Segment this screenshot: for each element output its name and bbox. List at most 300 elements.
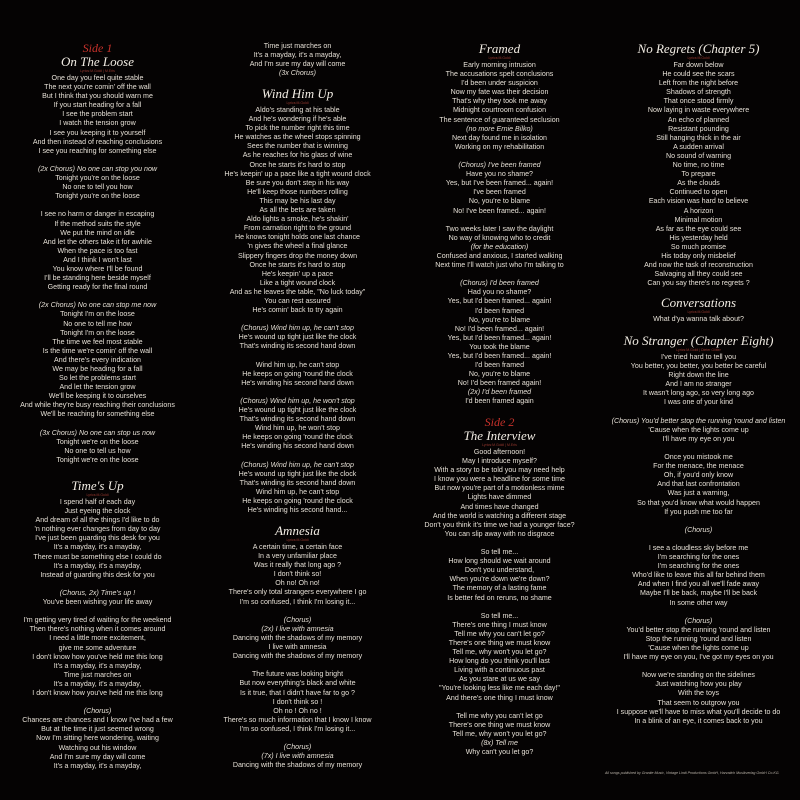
- lyric-line: I don't think so !: [272, 697, 323, 706]
- lyric-line: Resistant pounding: [668, 124, 729, 133]
- lyric-line: The memory of a lasting fame: [452, 584, 547, 593]
- lyric-line: (Chorus) I'd been framed: [460, 279, 539, 288]
- lyric-line: It's a mayday, it's a mayday,: [53, 561, 142, 570]
- lyric-line: And I am no stranger: [665, 380, 732, 389]
- lyric-line: From carnation right to the ground: [243, 224, 352, 233]
- stanza-gap: [402, 270, 597, 279]
- lyric-line: 'Cause when the lights come up: [648, 644, 749, 652]
- lyric-line: It's a mayday, it's a mayday,: [53, 761, 142, 770]
- lyric-line: But I think that you should warn me: [42, 92, 153, 101]
- lyric-line: Just eyeing the clock: [64, 507, 131, 516]
- lyric-line: One day you feel quite stable: [51, 74, 144, 82]
- lyric-line: And there's one thing I must know: [446, 693, 553, 702]
- lyric-line: It's a mayday, it's a mayday,: [53, 543, 142, 552]
- stanza-gap: [601, 444, 796, 453]
- lyric-line: Working on my rehabilitation: [454, 142, 545, 151]
- lyric-line: Now I'm sitting here wondering, waiting: [36, 734, 159, 743]
- lyric-line: There's one thing we must know: [448, 638, 551, 647]
- lyric-line: He'll keep those numbers rolling: [247, 187, 348, 196]
- lyric-line: And let the others take it for awhile: [43, 237, 152, 246]
- lyric-line: Once you mistook me: [664, 453, 733, 462]
- lyric-line: Tell me why you can't let go?: [454, 629, 545, 638]
- lyric-line: Tonight we're on the loose: [56, 437, 139, 446]
- lyric-line: (no more Ernie Bilko): [466, 124, 533, 133]
- lyric-line: No! I'd been framed again!: [457, 379, 542, 388]
- lyric-line: Each vision was hard to believe: [648, 197, 749, 206]
- stanza-gap: [0, 201, 195, 210]
- lyric-line: In some other way: [669, 598, 728, 607]
- stanza-gap: [0, 607, 195, 616]
- lyric-line: So that you'd know what would happen: [637, 498, 760, 507]
- lyric-line: An echo of planned: [667, 115, 730, 124]
- lyric-line: Aldo lights a smoke, he's shakin': [246, 215, 349, 224]
- lyric-line: I'll have my eye on you, I've got my eyes on you: [623, 653, 774, 662]
- lyric-line: It's a mayday, it's a mayday,: [53, 679, 142, 688]
- lyric-line: You can rest assured: [264, 296, 331, 305]
- lyric-line: (Chorus) Wind him up, he can't stop: [241, 460, 354, 469]
- lyric-line: And as he leaves the table, "No luck today": [229, 287, 366, 296]
- song-credit: Lyrics:M.Goldi: [86, 493, 109, 497]
- lyric-line: And now the task of reconstruction: [644, 261, 753, 270]
- lyric-line: He's wound up tight just like the clock: [238, 469, 357, 478]
- lyric-line: (Chorus) I've been framed: [458, 161, 541, 170]
- lyric-line: Still hanging thick in the air: [656, 133, 741, 142]
- lyric-line: No, you're to blame: [468, 197, 531, 206]
- lyric-line: What d'ya wanna talk about?: [653, 315, 744, 323]
- lyric-line: So tell me...: [480, 611, 519, 620]
- song-credit: Lyrics:M.Goldi: [286, 101, 309, 105]
- stanza-gap: [601, 408, 796, 417]
- lyric-line: But at the time it just seemed wrong: [41, 725, 154, 734]
- stanza-gap: [402, 703, 597, 712]
- lyric-line: There's one thing we must know: [448, 720, 551, 729]
- lyric-line: That once stood firmly: [663, 97, 734, 106]
- lyric-line: You took the blame: [469, 342, 530, 351]
- lyric-line: I suppose we'll have to miss what you'll decide to do: [616, 707, 781, 716]
- lyric-line: (Chorus) Wind him up, he won't stop: [240, 397, 355, 405]
- lyric-line: (for the education): [470, 242, 529, 251]
- lyric-line: He keeps on going 'round the clock: [242, 369, 353, 378]
- song-title: Conversations: [660, 295, 737, 310]
- lyric-line: He's comin' back to try again: [252, 306, 343, 315]
- lyric-line: Instead of guarding this desk for you: [40, 570, 155, 579]
- lyric-line: Next time I'll watch just who I'm talking to: [435, 261, 564, 270]
- lyric-line: In a blink of an eye, it comes back to you: [634, 716, 763, 725]
- lyric-line: There must be something else I could do: [33, 552, 162, 561]
- lyric-line: That's winding its second hand down: [239, 415, 356, 424]
- lyric-line: If the method suits the style: [54, 219, 141, 228]
- lyric-line: Aldo's standing at his table: [255, 106, 340, 114]
- lyric-line: 'n nothing ever changes from day to day: [34, 525, 161, 534]
- stanza-gap: [200, 388, 395, 397]
- lyric-line: Wind him up, he can't stop: [255, 487, 340, 496]
- stanza-gap: [0, 580, 195, 589]
- stanza-gap: [402, 603, 597, 612]
- column-4: [601, 0, 796, 800]
- lyric-line: As all the bets are taken: [259, 206, 336, 215]
- song-credit: Lyrics:M.Goldi: [488, 56, 511, 60]
- lyric-line: I was one of your kind: [663, 398, 733, 407]
- lyric-line: And the world is watching a different stage: [432, 511, 567, 520]
- lyric-line: Just watching how you play: [655, 680, 742, 689]
- lyric-line: Now laying in waste everywhere: [647, 106, 750, 115]
- lyric-line: He keeps on going 'round the clock: [242, 433, 353, 442]
- lyric-line: If you start heading for a fall: [53, 101, 142, 110]
- lyric-line: And I think I won't last: [63, 255, 132, 264]
- lyric-line: Once he starts it's hard to stop: [249, 160, 346, 169]
- lyric-line: Time just marches on: [263, 42, 332, 50]
- song-block: [200, 524, 395, 770]
- lyric-line: So let the problems start: [59, 374, 136, 383]
- lyric-line: If you push me too far: [664, 507, 733, 516]
- lyric-line: (Chorus) You'd better stop the running 'round and listen: [611, 416, 786, 425]
- lyric-line: I see a cloudless sky before me: [648, 543, 749, 552]
- lyric-line: I don't know how you've held me this long: [32, 652, 163, 661]
- lyric-line: Far down below: [673, 61, 724, 69]
- lyric-line: With a story to be told you may need help: [434, 466, 565, 475]
- lyric-line: I see you reaching for something else: [38, 146, 157, 155]
- lyric-line: (Chorus, 2x) Time's up !: [59, 588, 136, 597]
- lyric-line: 'n gives the wheel a final glance: [247, 242, 348, 251]
- song-credit: Lyrics:M.Goldi | M.Eris: [482, 443, 517, 447]
- lyric-line: It's a mayday, it's a mayday,: [253, 51, 342, 60]
- lyric-line: No sound of warning: [665, 151, 732, 160]
- lyric-line: He's winding his second hand down: [241, 442, 354, 451]
- lyric-line: Was just a warning,: [667, 489, 730, 498]
- lyric-line: This may be his last day: [259, 196, 336, 205]
- lyric-line: Oh, if you'd only know: [663, 471, 734, 480]
- lyric-line: Was it really that long ago ?: [253, 561, 342, 570]
- song-block: [0, 42, 195, 465]
- lyric-line: Salvaging all they could see: [654, 270, 743, 279]
- lyric-line: No one to tell you how: [62, 183, 133, 192]
- song-block: [0, 479, 195, 771]
- lyric-line: I'm searching for the ones: [657, 553, 740, 562]
- lyric-line: Shadows of strength: [666, 88, 731, 97]
- lyric-line: The future was looking bright: [251, 670, 344, 679]
- lyric-line: Tonight I'm on the loose: [60, 310, 135, 319]
- lyric-line: His today only misbelief: [661, 251, 736, 260]
- lyric-line: And there's every indication: [54, 355, 141, 364]
- lyric-line: I live with amnesia: [268, 643, 327, 652]
- song-title: Framed: [478, 41, 521, 56]
- lyric-line: Now my fate was their decision: [450, 88, 549, 97]
- lyric-line: "You're looking less like me each day!": [439, 684, 560, 693]
- lyric-line: I watch the tension grow: [59, 119, 136, 128]
- lyric-line: Confused and anxious, I started walking: [436, 251, 563, 260]
- lyric-line: There's so much information that I know I know: [223, 715, 372, 724]
- lyric-line: He watches as the wheel stops spinning: [234, 133, 361, 142]
- song-credit: Lyrics:M.Goldi: [687, 310, 710, 314]
- song-credit: Lyrics:M.Goldi | M.Eris: [80, 69, 115, 73]
- lyric-line: He's keepin' up a pace like a tight wound clock: [224, 169, 371, 178]
- lyric-line: So much promise: [670, 242, 727, 251]
- lyric-line: Tell me, why won't you let go?: [452, 729, 547, 738]
- lyric-line: He knows tonight holds one last chance: [234, 233, 360, 242]
- lyric-line: That seem to outgrow you: [657, 698, 740, 707]
- song-block: [601, 334, 796, 726]
- lyric-line: No, you're to blame: [468, 315, 531, 324]
- lyric-line: (Chorus): [283, 743, 312, 752]
- lyric-line: We'll be keeping it to ourselves: [48, 392, 147, 401]
- song-block: [402, 42, 597, 407]
- lyric-line: The sentence of guaranteed seclusion: [439, 115, 560, 124]
- stanza-gap: [0, 292, 195, 301]
- lyric-line: (3x Chorus): [278, 69, 317, 78]
- stanza-gap: [200, 734, 395, 743]
- lyric-line: Tell me why you can't let go: [456, 711, 543, 720]
- lyric-line: No one to tell us how: [64, 446, 131, 455]
- lyric-line: Slippery fingers drop the money down: [237, 251, 358, 260]
- lyric-line: He keeps on going 'round the clock: [242, 497, 353, 506]
- lyric-line: Oh no ! Oh no !: [273, 706, 322, 715]
- lyric-line: I've tried hard to tell you: [660, 353, 737, 361]
- lyric-line: And he's wondering if he's able: [248, 115, 347, 124]
- lyric-line: Once he starts it's hard to stop: [249, 260, 346, 269]
- lyric-line: It wasn't long ago, so very long ago: [643, 389, 754, 398]
- lyric-line: Tell me, why won't you let go?: [452, 648, 547, 657]
- lyric-line: (8x) Tell me: [481, 739, 518, 747]
- lyric-line: I'm getting very tired of waiting for the weekend: [23, 616, 172, 625]
- lyric-line: He's wound up tight just like the clock: [238, 333, 357, 342]
- lyric-line: Yes, but I'd been framed... again!: [447, 333, 552, 342]
- lyric-line: But now everything's black and white: [239, 679, 356, 688]
- lyric-line: Can you say there's no regrets ?: [647, 279, 750, 288]
- lyric-line: Don't you think it's time we had a younger face?: [424, 520, 575, 529]
- lyric-line: No time, no time: [672, 161, 725, 170]
- lyric-line: Have you no shame?: [465, 170, 534, 179]
- lyric-line: When the pace is too fast: [57, 246, 138, 255]
- song-title: The Interview: [463, 428, 536, 443]
- stanza-gap: [0, 420, 195, 429]
- lyric-line: Time just marches on: [63, 670, 132, 679]
- lyric-line: The time we feel most stable: [52, 337, 143, 346]
- lyric-line: There's one thing I must know: [452, 620, 547, 629]
- lyric-line: You've been wishing your life away: [42, 598, 153, 607]
- stanza-gap: [0, 156, 195, 165]
- lyric-line: (Chorus): [684, 616, 713, 625]
- lyric-line: Dancing with the shadows of my memory: [232, 633, 363, 642]
- lyric-line: In a very unfamiliar place: [258, 552, 337, 561]
- lyric-line: Tonight you're on the loose: [55, 192, 140, 201]
- lyric-line: We may be heading for a fall: [52, 365, 143, 373]
- lyric-line: Stop the running 'round and listen: [645, 634, 752, 643]
- lyric-line: (2x Chorus) No one can stop you now: [37, 164, 158, 173]
- lyric-line: You can slip away with no disgrace: [444, 529, 555, 538]
- stanza-gap: [200, 452, 395, 461]
- lyric-line: As you stare at us we say: [459, 675, 540, 684]
- lyric-line: I've been framed: [473, 188, 526, 197]
- lyric-line: I'll be standing here beside myself: [44, 274, 151, 283]
- lyric-line: Good afternoon!: [473, 448, 526, 456]
- lyric-line: Early morning intrusion: [463, 61, 536, 69]
- stanza-gap: [601, 608, 796, 617]
- lyric-line: (2x Chorus) No one can stop me now: [38, 301, 157, 310]
- song-title: Amnesia: [275, 523, 320, 538]
- lyric-line: No way of knowing who to credit: [448, 233, 551, 242]
- lyric-line: No one to tell me how: [63, 319, 132, 328]
- lyric-line: Continued to open: [669, 188, 728, 197]
- lyric-line: And dream of all the things I'd like to do: [35, 516, 160, 525]
- lyric-line: Getting ready for the final round: [47, 283, 148, 292]
- lyric-line: Next day found me in isolation: [451, 133, 548, 142]
- song-block: [200, 87, 395, 515]
- lyric-line: Had you no shame?: [467, 288, 532, 297]
- lyric-line: Wind him up, he can't stop: [255, 360, 340, 369]
- lyric-line: How long should we wait around: [448, 557, 551, 566]
- stanza-gap: [402, 216, 597, 225]
- lyric-line: I've just been guarding this desk for you: [35, 534, 160, 543]
- song-block: [601, 296, 796, 324]
- lyric-line: May I introduce myself?: [462, 457, 537, 466]
- stanza-gap: [0, 698, 195, 707]
- lyric-line: Yes, but I'd been framed... again!: [447, 352, 552, 360]
- lyric-line: I'm so confused, I think I'm losing it...: [239, 724, 356, 733]
- lyric-line: Is it true, that I didn't have far to go ?: [240, 688, 355, 697]
- lyric-line: A horizon: [683, 206, 714, 215]
- song-title: On The Loose: [61, 54, 134, 69]
- lyric-line: Tonight I'm on the loose: [60, 328, 135, 337]
- side-heading: Side 1: [82, 41, 113, 55]
- lyric-line: You'd better stop the running 'round and listen: [626, 625, 771, 634]
- lyric-line: To prepare: [681, 170, 716, 179]
- lyric-line: Why can't you let go?: [465, 748, 534, 757]
- column-3: [402, 0, 597, 800]
- lyric-line: (2x) I'd been framed: [467, 388, 532, 397]
- lyric-line: No! I'd been framed... again!: [454, 324, 545, 333]
- stanza-gap: [402, 539, 597, 548]
- lyric-line: Dancing with the shadows of my memory: [232, 761, 363, 770]
- lyric-line: I don't know how you've held me this long: [32, 688, 163, 697]
- lyric-line: And I'm sure my day will come: [49, 752, 146, 761]
- lyric-line: (7x) I live with amnesia: [261, 752, 334, 761]
- lyric-line: We'll be reaching for something else: [40, 410, 155, 419]
- lyric-line: Who'd like to leave this all far behind them: [632, 571, 765, 580]
- lyric-line: I know you were a headline for some time: [434, 475, 565, 484]
- lyric-line: So tell me...: [480, 548, 519, 557]
- song-title: Time's Up: [71, 478, 124, 493]
- lyric-line: I see you keeping it to yourself: [49, 128, 146, 137]
- lyric-line: He's winding his second hand down: [241, 378, 354, 387]
- lyric-line: And when I find you all we'll fade away: [637, 580, 760, 589]
- lyric-line: Like a tight wound clock: [259, 278, 336, 287]
- lyric-line: Two weeks later I saw the daylight: [445, 224, 554, 233]
- lyric-line: And I'm sure my day will come: [249, 60, 346, 69]
- song-block: [601, 42, 796, 288]
- lyric-line: 'Cause when the lights come up: [648, 425, 749, 434]
- column-1: [0, 0, 195, 800]
- lyric-line: (Chorus): [684, 525, 713, 534]
- song-title: Wind Him Up: [261, 86, 334, 101]
- lyric-line: His yesterday held: [669, 233, 728, 242]
- lyric-line: And let the tension grow: [59, 383, 136, 392]
- song-block: [402, 416, 597, 757]
- lyric-line: I'd been framed: [474, 306, 525, 315]
- lyric-line: I'll have my eye on you: [662, 434, 735, 443]
- lyric-line: He's keepin' up a pace: [261, 269, 334, 278]
- song-credit: Lyrics:M.Goldi | Dieter Glitter: [676, 348, 721, 352]
- lyric-line: I spend half of each day: [59, 498, 136, 506]
- lyric-line: Wind him up, he won't stop: [255, 424, 340, 433]
- publishing-credit: All songs published by Granite Music, Vintage Lindi Productions GmbH, Harvatich Musikverlag GmbH Co.KG.: [605, 771, 780, 775]
- song-credit: Lyrics:M.Goldi: [687, 56, 710, 60]
- lyric-line: As he reaches for his glass of wine: [242, 151, 353, 160]
- stanza-gap: [200, 661, 395, 670]
- lyric-line: Midnight courtroom confusion: [452, 106, 547, 115]
- lyric-line: Tonight we're on the loose: [56, 455, 139, 464]
- lyric-line: I'd been framed: [474, 361, 525, 370]
- lyric-line: I'm so confused, I think I'm losing it...: [239, 597, 356, 606]
- lyric-line: With the toys: [677, 689, 719, 698]
- side-heading: Side 2: [484, 415, 515, 429]
- lyric-line: Lights have dimmed: [467, 493, 532, 502]
- lyric-line: Don't you understand,: [464, 566, 535, 575]
- lyric-line: I need a little more excitement,: [49, 634, 146, 643]
- lyric-line: He could see the scars: [662, 70, 735, 79]
- stanza-gap: [200, 352, 395, 361]
- lyric-line: Chances are chances and I know I've had a few: [22, 716, 173, 725]
- column-2: [200, 0, 395, 800]
- lyric-line: And then instead of reaching conclusions: [32, 137, 163, 146]
- lyric-line: As the clouds: [677, 179, 720, 188]
- lyric-line: How long do you think you'll last: [449, 657, 550, 666]
- lyric-line: That's winding its second hand down: [239, 478, 356, 487]
- lyric-line: (Chorus): [283, 615, 312, 624]
- lyric-line: Yes, but I've been framed... again!: [445, 179, 554, 188]
- lyric-line: The accusations spelt conclusions: [445, 70, 554, 79]
- stanza-gap: [200, 315, 395, 324]
- lyric-line: I don't think so!: [273, 570, 322, 579]
- lyric-line: And while they're busy reaching their conclusions: [20, 401, 175, 410]
- lyric-line: Maybe I'll be back, maybe I'll be back: [639, 589, 758, 598]
- lyric-line: A sudden arrival: [673, 142, 724, 151]
- lyric-line: Right down the line: [668, 371, 729, 380]
- stanza-gap: [200, 607, 395, 616]
- song-title: No Regrets (Chapter 5): [637, 41, 760, 56]
- lyric-line: Dancing with the shadows of my memory: [232, 652, 363, 661]
- lyric-line: Left from the night before: [658, 79, 739, 88]
- song-credit: Lyrics:M.Goldi: [286, 538, 309, 542]
- lyric-line: Now we're standing on the sidelines: [642, 671, 755, 680]
- lyric-line: We put the mind on idle: [60, 228, 135, 237]
- song-title: No Stranger (Chapter Eight): [623, 333, 774, 348]
- lyric-line: I'm searching for the ones: [657, 562, 740, 571]
- lyric-line: Is better fed on reruns, no shame: [447, 593, 552, 602]
- lyric-line: The next you're comin' off the wall: [44, 83, 151, 92]
- lyric-line: Yes, but I'd been framed... again!: [447, 297, 552, 306]
- lyric-line: (2x) I live with amnesia: [261, 624, 334, 633]
- lyric-line: That's winding its second hand down: [239, 342, 356, 351]
- stanza-gap: [402, 152, 597, 161]
- lyric-line: Tonight you're on the loose: [55, 174, 140, 183]
- lyric-line: Be sure you don't step in his way: [245, 178, 350, 187]
- lyric-line: I see the problem start: [62, 110, 133, 119]
- lyric-line: Then there's nothing when it comes around: [29, 625, 166, 634]
- lyric-line: Living with a continuous past: [454, 666, 545, 675]
- lyric-line: (3x Chorus) No one can stop us now: [39, 428, 156, 437]
- lyric-line: He's wound up tight just like the clock: [238, 406, 357, 415]
- lyric-line: That's why they took me away: [452, 97, 547, 106]
- lyric-line: And that last confrontation: [657, 480, 740, 489]
- lyric-line: When you're down we're down?: [449, 575, 550, 584]
- lyric-line: But now you're part of a motionless mime: [434, 484, 565, 493]
- lyric-line: I'd been under suspicion: [461, 79, 538, 88]
- lyric-line: No! I've been framed... again!: [453, 206, 546, 215]
- lyric-line: You better, you better, you better be careful: [630, 362, 767, 371]
- stanza-gap: [601, 535, 796, 544]
- lyric-line: As far as the eye could see: [655, 224, 742, 233]
- lyric-line: give me some adventure: [58, 643, 137, 652]
